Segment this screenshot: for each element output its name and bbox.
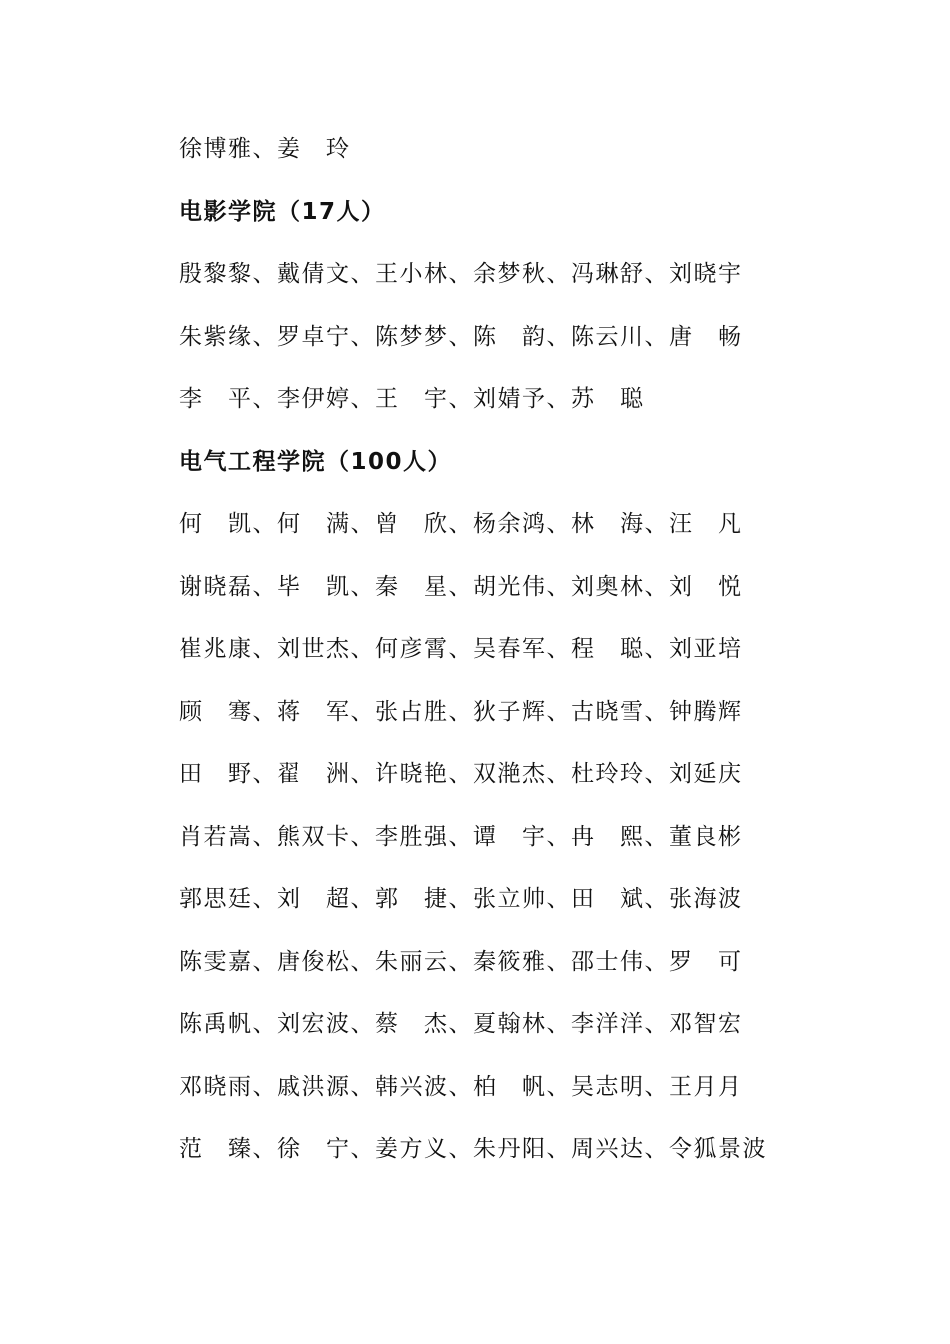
name-line: 田 野、翟 洲、许晓艳、双滟杰、杜玲玲、刘延庆 bbox=[179, 761, 743, 787]
name-line: 李 平、李伊婷、王 宇、刘婧予、苏 聪 bbox=[179, 386, 645, 412]
name-line: 殷黎黎、戴倩文、王小林、余梦秋、冯琳舒、刘晓宇 bbox=[179, 261, 743, 287]
name-line: 范 臻、徐 宁、姜方义、朱丹阳、周兴达、令狐景波 bbox=[179, 1136, 767, 1162]
name-line: 徐博雅、姜 玲 bbox=[179, 136, 351, 162]
name-line: 肖若嵩、熊双卡、李胜强、谭 宇、冉 熙、董良彬 bbox=[179, 823, 743, 850]
name-line: 谢晓磊、毕 凯、秦 星、胡光伟、刘奥林、刘 悦 bbox=[179, 573, 743, 600]
name-line: 何 凯、何 满、曾 欣、杨余鸿、林 海、汪 凡 bbox=[179, 511, 743, 537]
name-line: 陈禹帆、刘宏波、蔡 杰、夏翰林、李洋洋、邓智宏 bbox=[179, 1011, 743, 1037]
name-line: 顾 骞、蒋 军、张占胜、狄子辉、古晓雪、钟腾辉 bbox=[179, 698, 743, 725]
section-heading-electrical-engineering: 电气工程学院（100人） bbox=[179, 448, 453, 475]
name-line: 郭思廷、刘 超、郭 捷、张立帅、田 斌、张海波 bbox=[179, 886, 743, 912]
name-line: 朱紫缘、罗卓宁、陈梦梦、陈 韵、陈云川、唐 畅 bbox=[179, 323, 743, 350]
name-line: 崔兆康、刘世杰、何彦霄、吴春军、程 聪、刘亚培 bbox=[179, 636, 743, 662]
name-line: 陈雯嘉、唐俊松、朱丽云、秦筱雅、邵士伟、罗 可 bbox=[179, 948, 743, 975]
name-list bbox=[179, 124, 879, 1187]
section-heading-film-school: 电影学院（17人） bbox=[179, 198, 386, 225]
name-line: 邓晓雨、戚洪源、韩兴波、柏 帆、吴志明、王月月 bbox=[179, 1073, 743, 1100]
